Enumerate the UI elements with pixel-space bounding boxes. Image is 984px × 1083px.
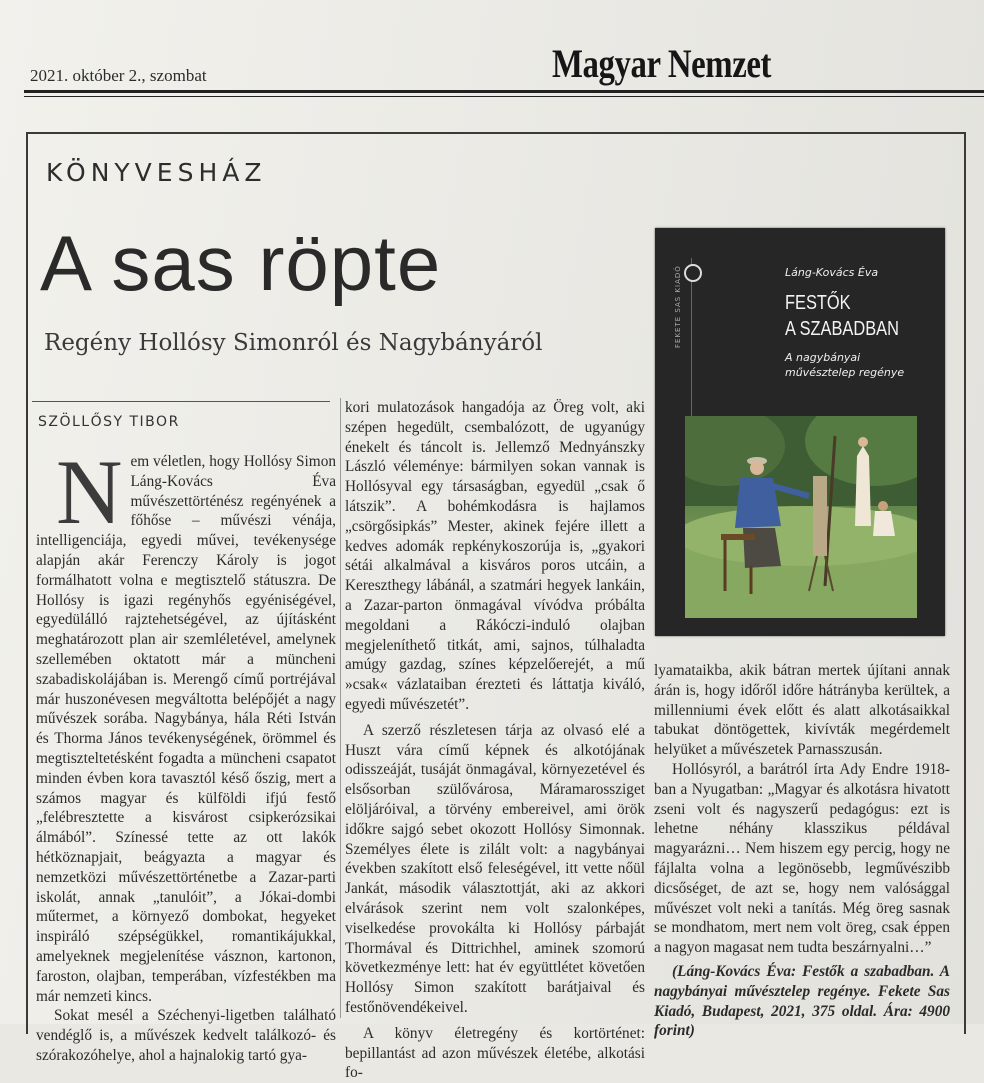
article-subheadline: Regény Hollósy Simonról és Nagybányáról	[44, 330, 543, 356]
paragraph-4: A szerző részletesen tárja az olvasó elé a Huszt vára című képnek és alkotójának odisszeáját, tusáját önmagával, környezetével és elsősorban szülővárosa, Máramarossziget elöljáróival, a törvény embereivel, ami örök időkre sajgó sebet okozott Hollósy Simonnak. Személyes élete is zilált volt: a nagybányai években szakított első feleségével, itt vette nőül Jankát, második választottját, aki az akkori elvárások szerint nem volt szalonképes, viselkedése provokálta ki Hollósy párbaját Thormával és Dittrichhel, aminek szomorú következménye lett: hat év együttlétet követően Hollósy Simon szakított barátjaival és festőnövendékeivel.	[345, 721, 645, 1016]
publisher-logo-icon	[684, 264, 702, 282]
book-cover-image	[655, 228, 945, 636]
cover-title-line-2: A SZABADBAN	[785, 318, 899, 340]
cover-title	[785, 290, 899, 342]
article-column-2	[345, 398, 645, 1083]
cover-painting	[685, 416, 917, 618]
cover-publisher: FEKETE SAS KIADÓ	[674, 265, 682, 348]
paragraph-6: lyamataikba, akik bátran mertek újítani annak árán is, hogy időről időre hátrányba kerültek, a millenniumi évek előtt és alatt alkotásaikkal tabukat döntögettek, kivívták megérdemelt helyüket a művészetek Parnasszusán.	[654, 662, 950, 759]
article-headline: A sas röpte	[40, 219, 442, 307]
book-info: (Láng-Kovács Éva: Festők a szabadban. A nagybányai művésztelep regénye. Fekete Sas Kiadó, Budapest, 2021, 375 oldal. Ára: 4900 forint)	[654, 962, 950, 1040]
cover-author: Láng-Kovács Éva	[785, 266, 879, 279]
cover-title-line-1: FESTŐK	[785, 292, 851, 314]
byline-rule	[32, 401, 330, 402]
section-label: KÖNYVESHÁZ	[46, 158, 267, 187]
article-column-3	[654, 661, 950, 1041]
column-divider	[340, 398, 341, 1018]
paragraph-3: kori mulatozások hangadója az Öreg volt, aki szépen hegedült, csembalózott, de ugyanúgy énekelt és táncolt is. Jellemző Mednyánszky László véleménye: bármilyen sokan vannak is Hollósyval egy társaságban, egyedül „csak ő látszik”. A bohémkodásra is hajlamos „csörgősipkás” Mester, akinek fejére illett a kedves adomák repkénykoszorúja is, „gyakori sétái alkalmával a kisváros poros utcáin, a Kereszthegy lábánál, a szatmári hegyek lankáin, a Zazar-parton önmagával vívódva próbálta megoldani a Rákóczi-induló olajban megjeleníthető titkát, ami, sajnos, túlhaladta amúgy gazdag, színes képzelőerejét, a mű »csak« vázlataiban érezteti és láttatja kiváló, egyedi művészetét”.	[345, 399, 645, 713]
article-column-1	[36, 441, 336, 1066]
paragraph-1	[36, 441, 336, 1006]
header-rule-thin	[24, 96, 984, 97]
paragraph-7: Hollósyról, a barátról írta Ady Endre 1918-ban a Nyugatban: „Magyar és alkotásra hivatott zseni volt és nagyszerű pedagógus: ezt is lehetne néhány klasszikus példával magyarázni… Nem hiszem egy percig, hogy ne fájlalta volna a legönösebb, legművészibb dicsőséget, de azt se, hogy nem valósággal művészet volt neki a tanítás. Még öreg sasnak se mondhatom, mert nem volt öreg, csak éppen a nagyon magasat nem tudta beszárnyalni…”	[654, 760, 950, 957]
painter-scene-illustration	[685, 416, 917, 618]
masthead: Magyar Nemzet	[552, 41, 772, 86]
paragraph-5: A könyv életregény és kortörténet: bepillantást ad azon művészek életébe, alkotási fo-	[345, 1024, 645, 1082]
cover-subtitle-line-2: művésztelep regénye	[785, 366, 905, 379]
paragraph-1-text: em véletlen, hogy Hollósy Simon Láng-Kovács Éva művészettörténész regényének a főhőse – művészi vénája, intelligenciája, egyedi művei, tevékenysége alapján akár Ferenczy Károly is jogot formálhatott volna e megtisztelő státuszra. De Hollósy is igazi regényhős egyéniségével, egyedülálló rajztehetségével, az újításként meghatározott plan air szemléletével, amelynek szellemében oktatott már a müncheni szabadiskolájában is. Merengő című portréjával már huszonévesen megváltotta belépőjét a nagy művészek sorába. Nagybánya, hála Réti István és Thorma János tevékenységének, örömmel és megtiszteltetésként fogadta a müncheni csapatot minden évben kora tavasztól késő őszig, mert a számos magyar és külföldi ifjú festő „felébresztette a kisvárost csipkerózsikai álmából”. Színessé tette az ott lakók hétköznapjait, beágyazta a magyar és nemzetközi művészettörténetbe a Zazar-parti iskolát, annak „tanulóit”, a Jókai-dombi műtermet, a környező dombokat, hegyeket inspiráló szépségükkel, romantikájukkal, amelyeknek megjelenítése vásznon, kartonon, faroston, olajban, temperában, vízfestékben ma már nemzeti kincs.	[36, 453, 336, 1005]
header-rule-thick	[24, 90, 984, 93]
drop-cap: N	[56, 441, 123, 543]
article-byline: SZÖLLŐSY TIBOR	[38, 414, 180, 430]
cover-subtitle	[785, 350, 904, 380]
cover-subtitle-line-1: A nagybányai	[785, 351, 861, 364]
issue-date: 2021. október 2., szombat	[30, 66, 207, 85]
paragraph-2: Sokat mesél a Széchenyi-ligetben található vendéglő is, a művészek kedvelt találkozó- és szórakozóhelye, ahol a hajnalokig tartó gya-	[36, 1007, 336, 1064]
cover-spine-line	[691, 258, 692, 418]
